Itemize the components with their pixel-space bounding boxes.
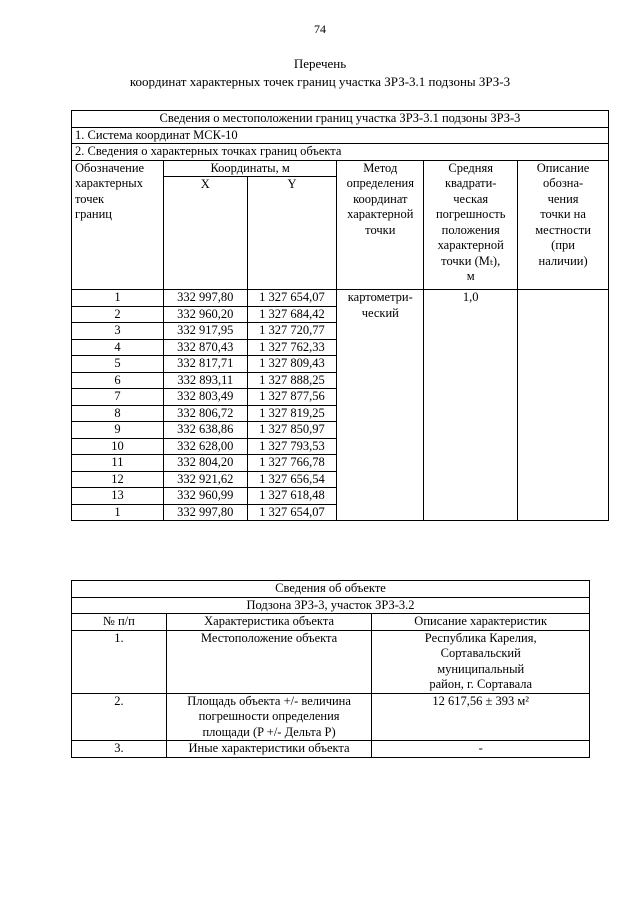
point-x: 332 628,00 (163, 438, 247, 455)
x-header: X (163, 177, 247, 290)
point-x: 332 638,86 (163, 422, 247, 439)
point-x: 332 806,72 (163, 405, 247, 422)
description-value (518, 290, 609, 521)
table-row (72, 693, 590, 741)
row-number: 3. (72, 741, 167, 758)
title-line-2: координат характерных точек границ участка ЗРЗ-3.1 подзоны ЗРЗ-3 (129, 74, 511, 89)
point-number: 5 (72, 356, 164, 373)
point-y: 1 327 793,53 (247, 438, 337, 455)
point-number: 4 (72, 339, 164, 356)
point-y: 1 327 850,97 (247, 422, 337, 439)
point-number: 9 (72, 422, 164, 439)
object-table-subheader: Подзона ЗРЗ-3, участок ЗРЗ-3.2 (72, 597, 590, 614)
point-y: 1 327 684,42 (247, 306, 337, 323)
point-number: 12 (72, 471, 164, 488)
row-number: 2. (72, 693, 167, 741)
characteristic-column-header: Характеристика объекта (166, 614, 372, 631)
point-number: 11 (72, 455, 164, 472)
description-column-header: Описание характеристик (372, 614, 590, 631)
point-y: 1 327 819,25 (247, 405, 337, 422)
point-x: 332 804,20 (163, 455, 247, 472)
object-table-header: Сведения об объекте (72, 581, 590, 598)
description-header: Описание обозна- чения точки на местности (при наличии) (518, 160, 609, 290)
point-y: 1 327 762,33 (247, 339, 337, 356)
coordinates-table (71, 110, 609, 521)
row-characteristic: Иные характеристики объекта (166, 741, 372, 758)
point-y: 1 327 888,25 (247, 372, 337, 389)
point-number: 3 (72, 323, 164, 340)
coordinates-header: Координаты, м (163, 160, 336, 177)
row-characteristic: Местоположение объекта (166, 630, 372, 693)
point-number: 2 (72, 306, 164, 323)
point-y: 1 327 654,07 (247, 290, 337, 307)
point-x: 332 917,95 (163, 323, 247, 340)
point-y: 1 327 618,48 (247, 488, 337, 505)
designation-header: Обозначение характерных точек границ (72, 160, 164, 290)
point-x: 332 893,11 (163, 372, 247, 389)
y-header: Y (247, 177, 337, 290)
point-y: 1 327 766,78 (247, 455, 337, 472)
point-y: 1 327 809,43 (247, 356, 337, 373)
point-y: 1 327 877,56 (247, 389, 337, 406)
method-value: картометри- ческий (337, 290, 424, 521)
point-y: 1 327 654,07 (247, 504, 337, 521)
point-number: 1 (72, 504, 164, 521)
point-x: 332 960,20 (163, 306, 247, 323)
method-header: Метод определения координат характерной точки (337, 160, 424, 290)
point-x: 332 870,43 (163, 339, 247, 356)
coordinates-table-header: Сведения о местоположении границ участка ЗРЗ-3.1 подзоны ЗРЗ-3 (72, 111, 609, 128)
point-x: 332 997,80 (163, 290, 247, 307)
row-characteristic: Площадь объекта +/- величина погрешности определения площади (P +/- Дельта P) (166, 693, 372, 741)
point-number: 8 (72, 405, 164, 422)
point-number: 13 (72, 488, 164, 505)
point-y: 1 327 720,77 (247, 323, 337, 340)
coordinate-system-row: 1. Система координат МСК-10 (72, 127, 609, 144)
number-column-header: № п/п (72, 614, 167, 631)
point-x: 332 997,80 (163, 504, 247, 521)
table-row (72, 630, 590, 693)
title-line-1: Перечень (293, 56, 347, 71)
error-value: 1,0 (424, 290, 518, 521)
table-row (72, 741, 590, 758)
point-number: 10 (72, 438, 164, 455)
boundary-points-row: 2. Сведения о характерных точках границ объекта (72, 144, 609, 161)
error-header: Средняя квадрати- ческая погрешность положения характерной точки (Mₜ), м (424, 160, 518, 290)
row-number: 1. (72, 630, 167, 693)
point-y: 1 327 656,54 (247, 471, 337, 488)
point-x: 332 817,71 (163, 356, 247, 373)
point-x: 332 921,62 (163, 471, 247, 488)
point-number: 7 (72, 389, 164, 406)
point-number: 1 (72, 290, 164, 307)
point-x: 332 803,49 (163, 389, 247, 406)
row-description: 12 617,56 ± 393 м² (372, 693, 590, 741)
table-row (72, 290, 609, 307)
object-table (71, 580, 590, 758)
document-title (0, 55, 640, 91)
row-description: - (372, 741, 590, 758)
row-description: Республика Карелия, Сортавальский муниципальный район, г. Сортавала (372, 630, 590, 693)
point-number: 6 (72, 372, 164, 389)
page-number: 74 (314, 22, 326, 36)
point-x: 332 960,99 (163, 488, 247, 505)
